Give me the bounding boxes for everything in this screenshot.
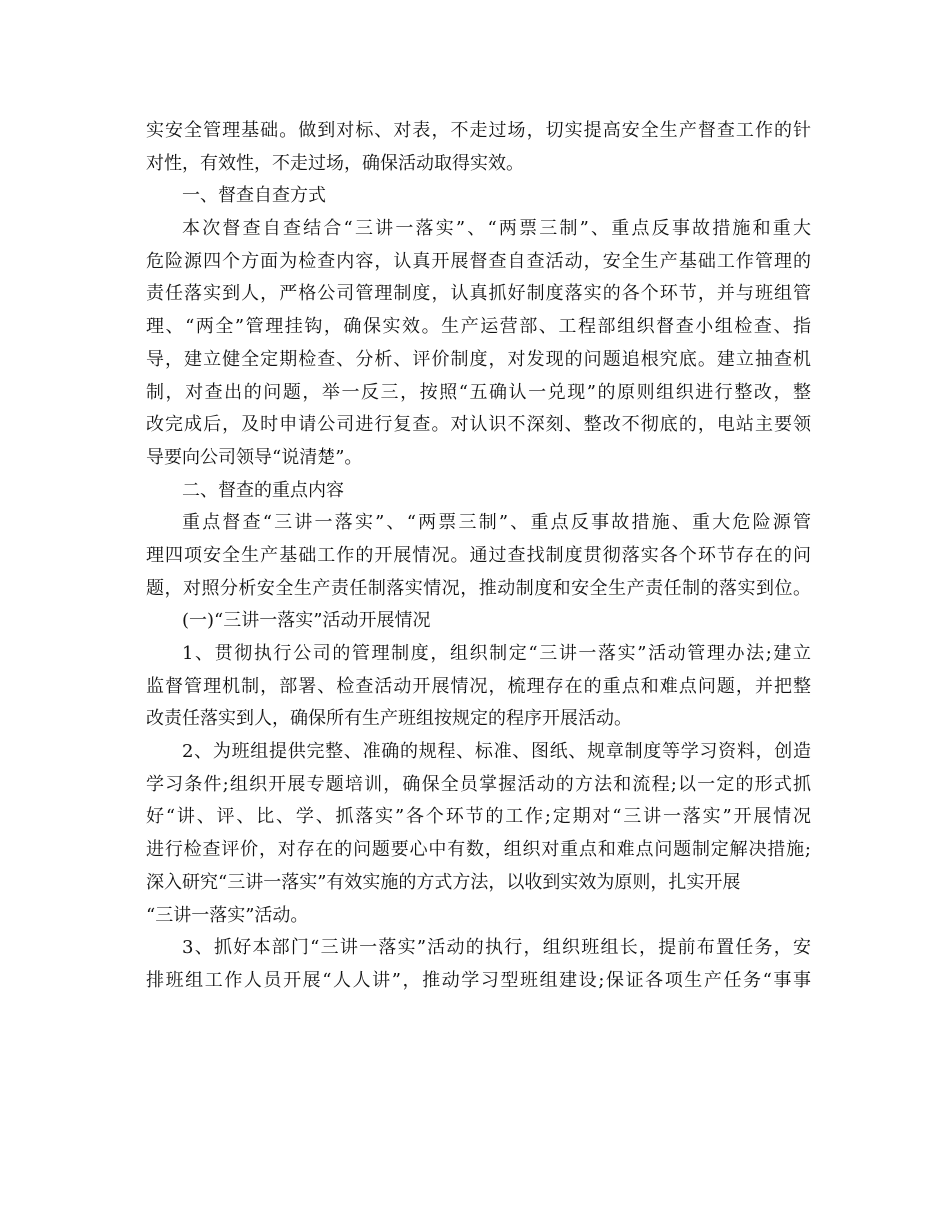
text-line: 进行检查评价，对存在的问题要心中有数，组织对重点和难点问题制定解决措施; <box>146 839 811 861</box>
text-line: 题，对照分析安全生产责任制落实情况，推动制度和安全生产责任制的落实到位。 <box>146 577 811 599</box>
text-line: 排班组工作人员开展“人人讲”，推动学习型班组建设;保证各项生产任务“事事 <box>146 969 811 991</box>
text-line: 一、督查自查方式 <box>182 185 326 207</box>
text-line: 导，建立健全定期检查、分析、评价制度，对发现的问题追根究底。建立抽查机 <box>146 348 811 370</box>
text-line: 理四项安全生产基础工作的开展情况。通过查找制度贯彻落实各个环节存在的问 <box>146 544 811 566</box>
text-line: 监督管理机制，部署、检查活动开展情况，梳理存在的重点和难点问题，并把整 <box>146 675 811 697</box>
text-line: 2、为班组提供完整、准确的规程、标准、图纸、规章制度等学习资料，创造 <box>182 741 811 763</box>
text-line: “三讲一落实”活动。 <box>146 904 309 926</box>
text-line: (一)“三讲一落实”活动开展情况 <box>182 610 431 632</box>
text-line: 深入研究“三讲一落实”有效实施的方式方法，以收到实效为原则，扎实开展 <box>146 871 741 893</box>
text-line: 导要向公司领导“说清楚”。 <box>146 446 363 468</box>
text-line: 重点督查“三讲一落实”、“两票三制”、重点反事故措施、重大危险源管 <box>182 512 811 534</box>
document-page <box>146 115 811 998</box>
text-line: 责任落实到人，严格公司管理制度，认真抓好制度落实的各个环节，并与班组管 <box>146 283 811 305</box>
text-line: 本次督查自查结合“三讲一落实”、“两票三制”、重点反事故措施和重大 <box>182 218 811 240</box>
text-line: 危险源四个方面为检查内容，认真开展督查自查活动，安全生产基础工作管理的 <box>146 250 811 272</box>
text-line: 对性，有效性，不走过场，确保活动取得实效。 <box>146 152 524 174</box>
text-line: 实安全管理基础。做到对标、对表，不走过场，切实提高安全生产督查工作的针 <box>146 120 811 141</box>
text-line: 制，对查出的问题，举一反三，按照“五确认一兑现”的原则组织进行整改，整 <box>146 381 811 403</box>
text-line: 3、抓好本部门“三讲一落实”活动的执行，组织班组长，提前布置任务，安 <box>182 937 811 959</box>
text-line: 1、贯彻执行公司的管理制度，组织制定“三讲一落实”活动管理办法;建立 <box>182 643 811 664</box>
text-line: 改责任落实到人，确保所有生产班组按规定的程序开展活动。 <box>146 708 632 730</box>
text-line: 改完成后，及时申请公司进行复查。对认识不深刻、整改不彻底的，电站主要领 <box>146 414 811 436</box>
text-line: 学习条件;组织开展专题培训，确保全员掌握活动的方法和流程;以一定的形式抓 <box>146 773 811 795</box>
text-line: 二、督查的重点内容 <box>182 479 344 501</box>
text-line: 好“讲、评、比、学、抓落实”各个环节的工作;定期对“三讲一落实”开展情况 <box>146 806 811 828</box>
text-line: 理、“两全”管理挂钩，确保实效。生产运营部、工程部组织督查小组检查、指 <box>146 316 811 338</box>
